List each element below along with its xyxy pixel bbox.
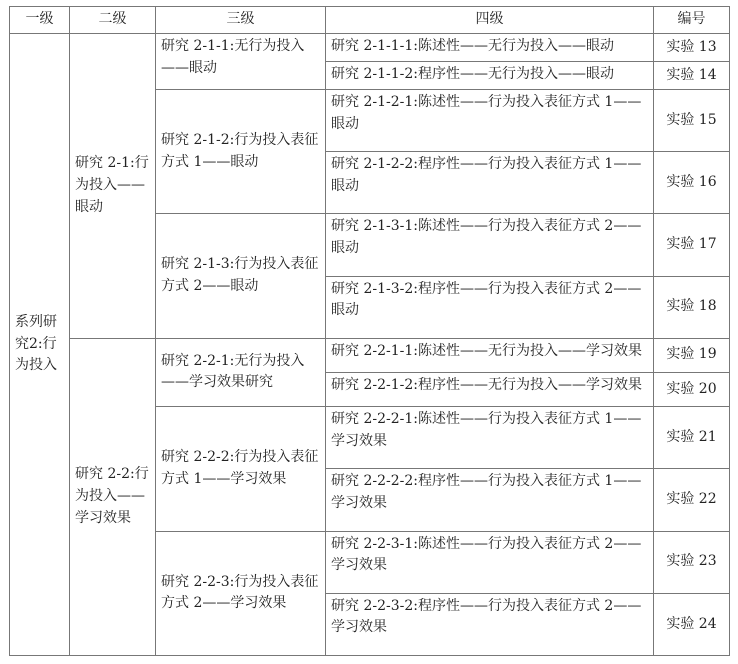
header-level4: 四级 xyxy=(326,7,654,34)
experiment-id: 实验 22 xyxy=(654,469,730,531)
header-id: 编号 xyxy=(654,7,730,34)
experiment-id: 实验 23 xyxy=(654,531,730,593)
level4-cell: 研究 2-2-3-2:程序性——行为投入表征方式 2——学习效果 xyxy=(326,593,654,655)
level4-cell: 研究 2-1-2-1:陈述性——行为投入表征方式 1——眼动 xyxy=(326,90,654,152)
level4-cell: 研究 2-1-1-1:陈述性——无行为投入——眼动 xyxy=(326,34,654,62)
study-design-table xyxy=(9,6,730,656)
experiment-id: 实验 13 xyxy=(654,34,730,62)
experiment-id: 实验 17 xyxy=(654,214,730,276)
experiment-id: 实验 15 xyxy=(654,90,730,152)
level3-cell-2-2-1: 研究 2-2-1:无行为投入——学习效果研究 xyxy=(156,338,326,407)
level4-cell: 研究 2-1-1-2:程序性——无行为投入——眼动 xyxy=(326,62,654,90)
experiment-id: 实验 14 xyxy=(654,62,730,90)
experiment-id: 实验 20 xyxy=(654,372,730,406)
experiment-id: 实验 21 xyxy=(654,407,730,469)
level2-cell-2-1: 研究 2-1:行为投入——眼动 xyxy=(70,34,156,339)
table-row xyxy=(10,338,730,372)
level4-cell: 研究 2-2-2-2:程序性——行为投入表征方式 1——学习效果 xyxy=(326,469,654,531)
level4-cell: 研究 2-2-1-1:陈述性——无行为投入——学习效果 xyxy=(326,338,654,372)
table-row xyxy=(10,34,730,62)
level4-cell: 研究 2-2-3-1:陈述性——行为投入表征方式 2——学习效果 xyxy=(326,531,654,593)
level2-cell-2-2: 研究 2-2:行为投入——学习效果 xyxy=(70,338,156,655)
level3-cell-2-1-2: 研究 2-1-2:行为投入表征方式 1——眼动 xyxy=(156,90,326,214)
level4-cell: 研究 2-2-2-1:陈述性——行为投入表征方式 1——学习效果 xyxy=(326,407,654,469)
experiment-id: 实验 24 xyxy=(654,593,730,655)
header-level1: 一级 xyxy=(10,7,70,34)
level4-cell: 研究 2-1-3-1:陈述性——行为投入表征方式 2——眼动 xyxy=(326,214,654,276)
level3-cell-2-2-2: 研究 2-2-2:行为投入表征方式 1——学习效果 xyxy=(156,407,326,531)
experiment-id: 实验 18 xyxy=(654,276,730,338)
header-level2: 二级 xyxy=(70,7,156,34)
experiment-id: 实验 16 xyxy=(654,152,730,214)
level4-cell: 研究 2-2-1-2:程序性——无行为投入——学习效果 xyxy=(326,372,654,406)
experiment-id: 实验 19 xyxy=(654,338,730,372)
level3-cell-2-1-1: 研究 2-1-1:无行为投入——眼动 xyxy=(156,34,326,90)
header-row xyxy=(10,7,730,34)
level1-cell: 系列研究2:行为投入 xyxy=(10,34,70,656)
level3-cell-2-1-3: 研究 2-1-3:行为投入表征方式 2——眼动 xyxy=(156,214,326,338)
level3-cell-2-2-3: 研究 2-2-3:行为投入表征方式 2——学习效果 xyxy=(156,531,326,655)
header-level3: 三级 xyxy=(156,7,326,34)
level4-cell: 研究 2-1-3-2:程序性——行为投入表征方式 2——眼动 xyxy=(326,276,654,338)
level4-cell: 研究 2-1-2-2:程序性——行为投入表征方式 1——眼动 xyxy=(326,152,654,214)
